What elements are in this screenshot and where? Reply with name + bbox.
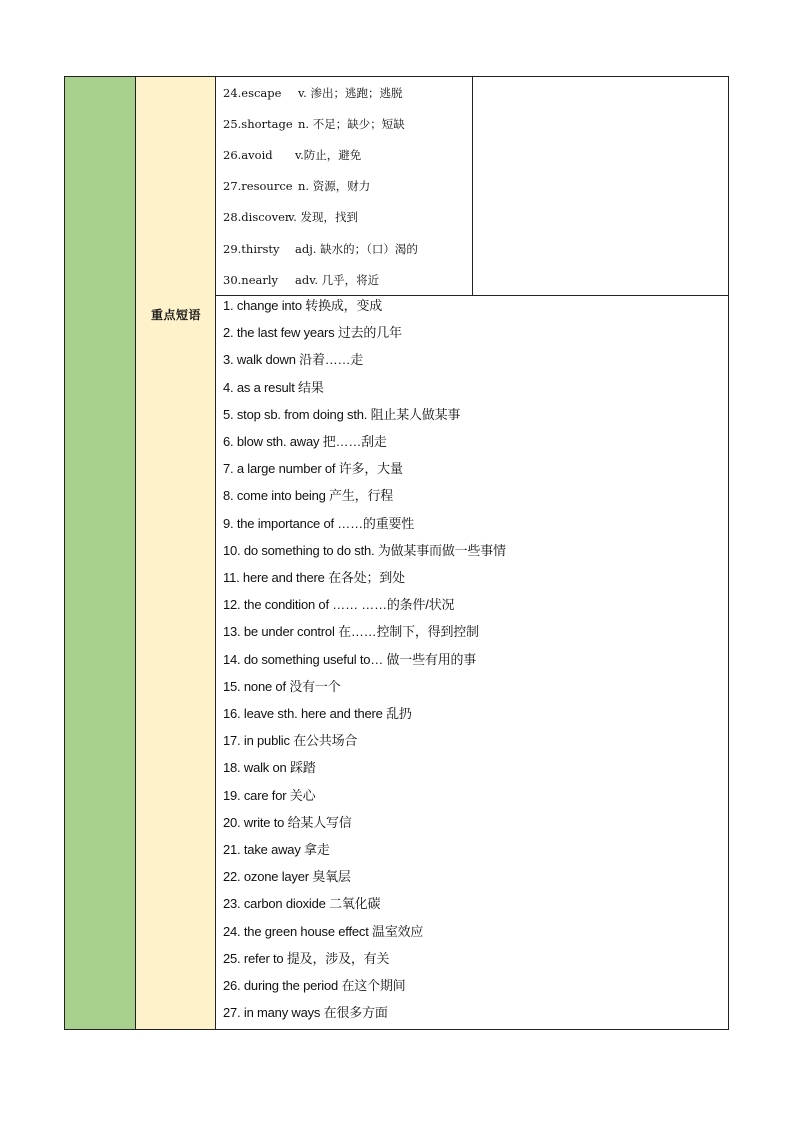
- phrase-item: 11. here and there 在各处；到处: [223, 570, 405, 585]
- phrase-item: 10. do something to do sth. 为做某事而做一些事情: [223, 542, 506, 558]
- vocabulary-table: [64, 76, 729, 1030]
- empty-notes-cell: [473, 77, 728, 295]
- phrase-item: 7. a large number of 许多，大量: [223, 461, 403, 477]
- phrase-item: 12. the condition of …… ……的条件/状况: [223, 597, 455, 613]
- phrase-item: 5. stop sb. from doing sth. 阻止某人做某事: [223, 406, 461, 422]
- phrase-item: 23. carbon dioxide 二氧化碳: [223, 896, 381, 912]
- green-side-column: [65, 77, 136, 1029]
- phrase-item: 27. in many ways 在很多方面: [223, 1005, 388, 1021]
- phrase-item: 6. blow sth. away 把……刮走: [223, 434, 387, 449]
- vocab-definition: adj. 缺水的；（口）渴的: [295, 241, 418, 256]
- phrase-item: 26. during the period 在这个期间: [223, 978, 406, 993]
- vocab-definition: n. 资源，财力: [298, 179, 371, 194]
- vocab-item: [223, 209, 358, 225]
- vocabulary-row: [216, 77, 728, 296]
- phrase-item: 8. come into being 产生，行程: [223, 488, 394, 504]
- vocab-item: [223, 241, 418, 257]
- vocab-item: [223, 85, 402, 101]
- vocab-definition: n. 不足；缺少；短缺: [298, 117, 405, 132]
- vocabulary-cell: [216, 77, 473, 295]
- phrase-item: 1. change into 转换成，变成: [223, 298, 383, 313]
- key-phrases-cell: [216, 296, 728, 1029]
- vocab-definition: v.防止，避免: [295, 148, 362, 163]
- phrase-item: 21. take away 拿走: [223, 842, 330, 857]
- vocab-definition: v. 发现，找到: [288, 210, 358, 225]
- vocab-item: [223, 147, 361, 163]
- vocab-word: 27.resource: [223, 179, 293, 194]
- phrase-item: 16. leave sth. here and there 乱扔: [223, 706, 412, 721]
- phrase-item: 24. the green house effect 温室效应: [223, 923, 424, 939]
- phrase-item: 13. be under control 在……控制下，得到控制: [223, 624, 479, 640]
- phrase-item: 14. do something useful to… 做一些有用的事: [223, 651, 477, 667]
- key-phrases-label: 重点短语: [150, 308, 201, 322]
- phrase-item: 15. none of 没有一个: [223, 678, 341, 694]
- phrase-item: 19. care for 关心: [223, 787, 316, 803]
- phrase-item: 25. refer to 提及，涉及，有关: [223, 950, 390, 966]
- vocab-word: 25.shortage: [223, 117, 293, 132]
- vocab-definition: adv. 几乎，将近: [295, 272, 380, 287]
- vocab-word: 29.thirsty: [223, 241, 280, 256]
- phrase-item: 2. the last few years 过去的几年: [223, 325, 402, 341]
- vocab-definition: v. 渗出；逃跑；逃脱: [298, 86, 403, 100]
- phrase-item: 20. write to 给某人写信: [223, 814, 352, 830]
- vocab-word: 28.discover: [223, 210, 291, 225]
- vocab-item: [223, 116, 405, 132]
- phrase-item: 4. as a result 结果: [223, 379, 324, 395]
- phrase-item: 17. in public 在公共场合: [223, 733, 358, 749]
- vocab-word: 26.avoid: [223, 148, 273, 163]
- vocab-word: 24.escape: [223, 86, 282, 100]
- vocab-word: 30.nearly: [223, 272, 279, 287]
- phrase-item: 18. walk on 踩踏: [223, 760, 316, 776]
- phrase-item: 9. the importance of ……的重要性: [223, 515, 415, 531]
- vocab-item: [223, 272, 379, 288]
- phrase-item: 3. walk down 沿着……走: [223, 352, 364, 368]
- category-column: [136, 77, 216, 1029]
- vocab-item: [223, 178, 370, 194]
- phrase-item: 22. ozone layer 臭氧层: [223, 869, 351, 885]
